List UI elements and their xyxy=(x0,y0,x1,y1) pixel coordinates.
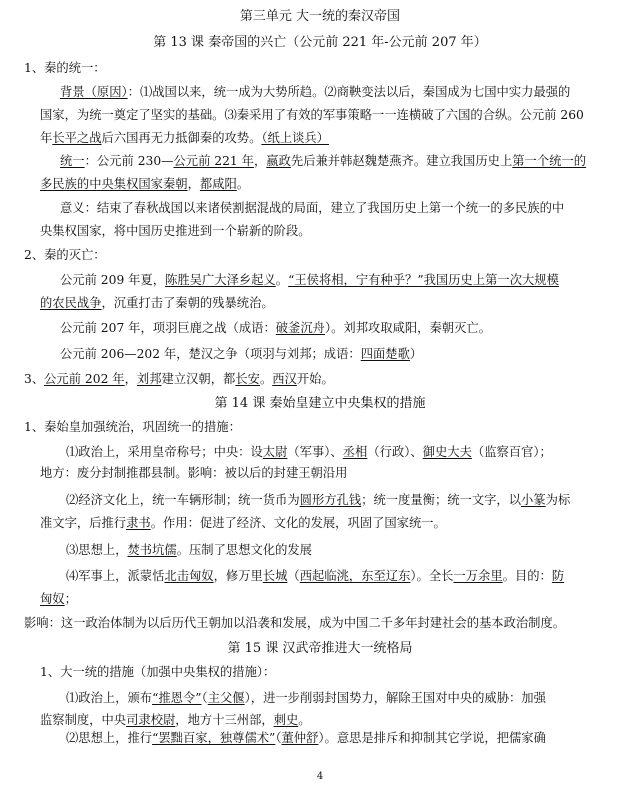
uprising-line-1: 公元前 209 年夏，陈胜吴广大泽乡起义。“王侯将相，宁有种乎？”我国历史上第一次大规模 xyxy=(60,273,559,287)
significance-line-1: 意义：结束了春秋战国以来诸侯割据混战的局面，建立了我国历史上第一个统一的多民族的中 xyxy=(60,201,565,215)
lesson-14-title: 第 14 课 秦始皇建立中央集权的措施 xyxy=(214,396,426,411)
politics-line-2: 地方：废分封制推郡县制。影响：被以后的封建王朝沿用 xyxy=(40,466,348,480)
economy-line-1: ⑵经济文化上，统一车辆形制；统一货币为圆形方孔钱；统一度量衡；统一文字，以小篆为标 xyxy=(66,493,571,507)
military-line-2: 匈奴； xyxy=(40,592,77,606)
significance-line-2: 央集权国家，将中国历史推进到一个崭新的阶段。 xyxy=(40,224,311,238)
han-politics-line-2: 监察制度，中央司隶校尉，地方十三州部，刺史。 xyxy=(40,713,311,727)
section-han-founding: 3、公元前 202 年，刘邦建立汉朝，都长安。西汉开始。 xyxy=(24,372,334,386)
uprising-line-2: 的农民战争，沉重打击了秦朝的残暴统治。 xyxy=(40,296,274,310)
section-qin-unification: 1、秦的统一： xyxy=(24,61,106,75)
background-line-2: 国家，为统一奠定了坚实的基础。⑶秦采用了有效的军事策略一一连横破了六国的合纵。公元前 260 xyxy=(40,108,584,122)
han-thought-line-1: ⑵思想上，推行“罢黜百家，独尊儒术”（董仲舒）。意思是排斥和抑制其它学说，把儒家确 xyxy=(66,731,546,745)
background-line-1: 背景（原因）：⑴战国以来，统一成为大势所趋。⑵商鞅变法以后，秦国成为七国中实力最强的 xyxy=(60,85,571,99)
section-qin-fall: 2、秦的灭亡： xyxy=(24,248,106,262)
term-background: 背景（原因） xyxy=(60,85,128,99)
unit-title: 第三单元 大一统的秦汉帝国 xyxy=(239,9,401,24)
unification-line-2: 多民族的中央集权国家秦朝，都咸阳。 xyxy=(40,177,250,191)
thought-line: ⑶思想上，焚书坑儒。压制了思想文化的发展 xyxy=(66,543,312,557)
julu-battle-line: 公元前 207 年，项羽巨鹿之战（成语：破釜沉舟）。刘邦攻取咸阳，秦朝灭亡。 xyxy=(60,321,491,335)
unification-line-1: 统一：公元前 230—公元前 221 年，嬴政先后兼并韩赵魏楚燕齐。建立我国历史上第一个统一的 xyxy=(60,154,587,168)
background-line-3: 年长平之战后六国再无力抵御秦的攻势。（纸上谈兵） xyxy=(40,131,330,145)
page-number: 4 xyxy=(316,771,324,782)
economy-line-2: 准文字，后推行隶书。作用：促进了经济、文化的发展，巩固了国家统一。 xyxy=(40,516,446,530)
section-unification-measures: 1、大一统的措施（加强中央集权的措施）： xyxy=(40,665,276,679)
politics-line-1: ⑴政治上，采用皇帝称号；中央：设太尉（军事）、丞相（行政）、御史大夫（监察百官）； xyxy=(66,445,552,459)
chu-han-line: 公元前 206—202 年，楚汉之争（项羽与刘邦；成语：四面楚歌） xyxy=(60,347,423,361)
han-politics-line-1: ⑴政治上，颁布“推恩令”（主父偃），进一步削弱封国势力，解除王国对中央的威胁：加强 xyxy=(66,691,546,705)
influence-line: 影响：这一政治体制为以后历代王朝加以沿袭和发展，成为中国二千多年封建社会的基本政治制度。 xyxy=(24,616,566,630)
military-line-1: ⑷军事上，派蒙恬北击匈奴，修万里长城（西起临洮，东至辽东）。全长一万余里。目的：防 xyxy=(66,569,565,583)
lesson-13-title: 第 13 课 秦帝国的兴亡（公元前 221 年-公元前 207 年） xyxy=(153,35,487,50)
section-first-emperor-measures: 1、秦始皇加强统治，巩固统一的措施： xyxy=(24,420,241,434)
lesson-15-title: 第 15 课 汉武帝推进大一统格局 xyxy=(227,641,413,656)
